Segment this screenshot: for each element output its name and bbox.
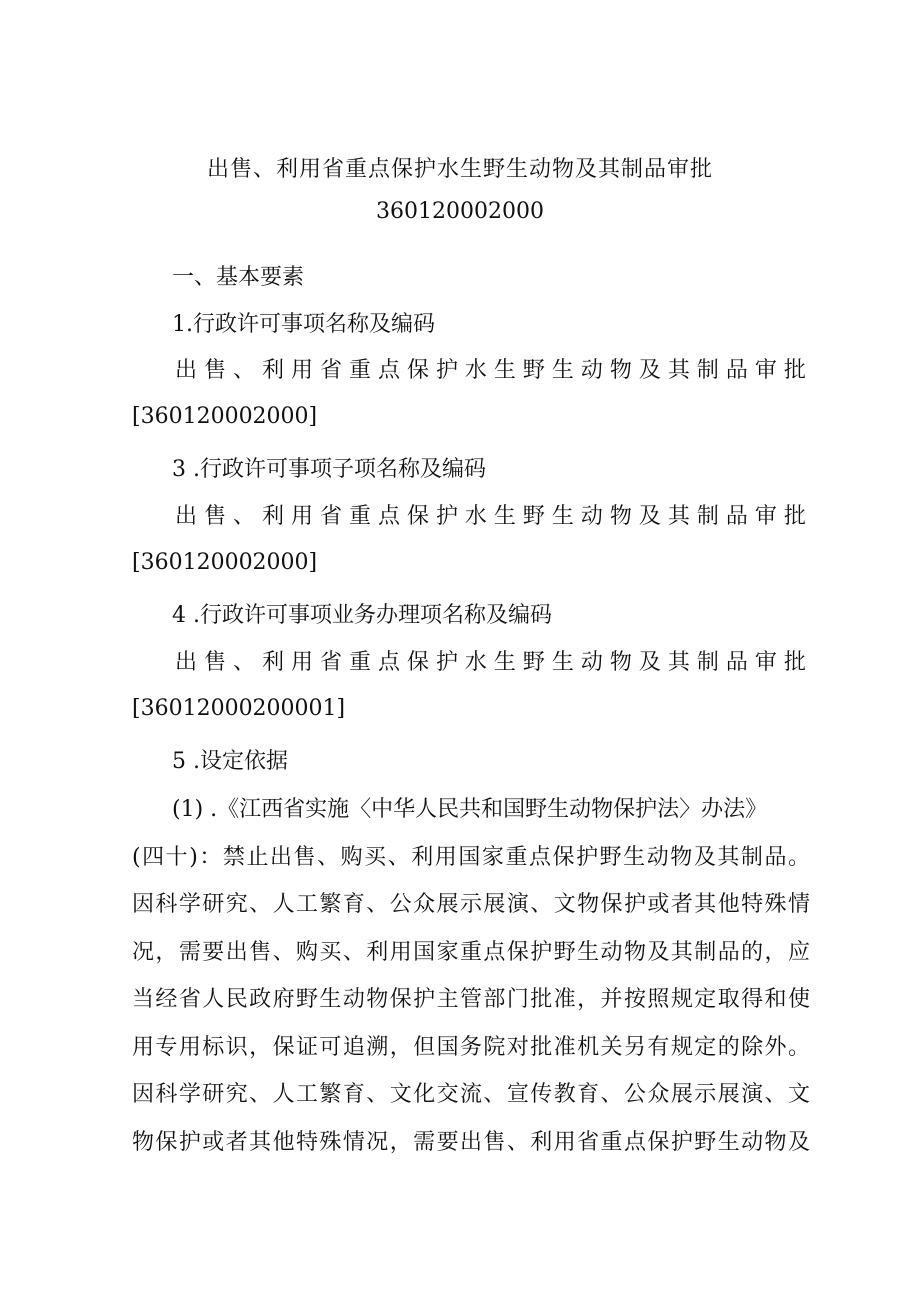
item4-heading: 4 .行政许可事项业务办理项名称及编码 — [172, 603, 552, 628]
basis-line-4: 况，需要出售、购买、利用国家重点保护野生动物及其制品的，应 — [132, 940, 810, 965]
document-title: 出售、利用省重点保护水生野生动物及其制品审批 — [206, 157, 713, 182]
item1-name: 出 售 、 利 用 省 重 点 保 护 水 生 野 生 动 物 及 其 制 品 审 批 — [175, 358, 806, 383]
item1-heading: 1.行政许可事项名称及编码 — [172, 312, 435, 337]
basis-line-7: 因科学研究、人工繁育、文化交流、宣传教育、公众展示展演、文 — [132, 1082, 810, 1107]
item5-heading: 5 .设定依据 — [172, 749, 288, 774]
item4-code: [36012000200001] — [132, 696, 346, 721]
item1-code: [360120002000] — [132, 404, 318, 429]
document-code: 360120002000 — [376, 199, 544, 224]
basis-line-8: 物保护或者其他特殊情况，需要出售、利用省重点保护野生动物及 — [132, 1130, 810, 1155]
item3-heading: 3 .行政许可事项子项名称及编码 — [172, 457, 486, 482]
basis-line-1: (1) .《江西省实施〈中华人民共和国野生动物保护法〉办法》 — [172, 797, 768, 822]
item4-name: 出 售 、 利 用 省 重 点 保 护 水 生 野 生 动 物 及 其 制 品 审 批 — [175, 650, 806, 675]
item3-code: [360120002000] — [132, 550, 318, 575]
item3-name: 出 售 、 利 用 省 重 点 保 护 水 生 野 生 动 物 及 其 制 品 审 批 — [175, 504, 806, 529]
basis-line-5: 当经省人民政府野生动物保护主管部门批准，并按照规定取得和使 — [132, 987, 810, 1012]
basis-line-6: 用专用标识，保证可追溯，但国务院对批准机关另有规定的除外。 — [132, 1035, 810, 1060]
basis-line-2: (四十)：禁止出售、购买、利用国家重点保护野生动物及其制品。 — [132, 845, 810, 870]
basis-line-3: 因科学研究、人工繁育、公众展示展演、文物保护或者其他特殊情 — [132, 892, 810, 917]
section-heading-basic-elements: 一、基本要素 — [172, 265, 305, 290]
